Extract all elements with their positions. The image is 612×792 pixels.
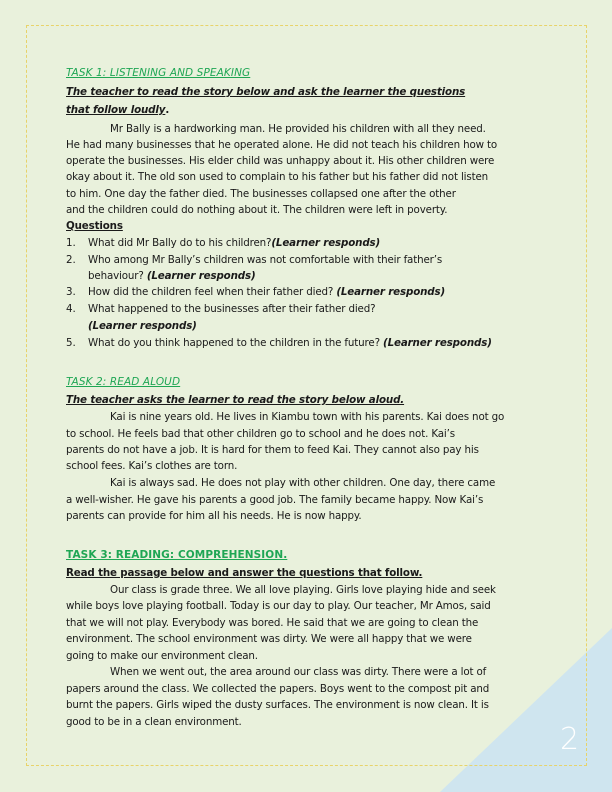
task1-story-line: He had many businesses that he operated alone. He did not teach his children how to <box>66 139 498 151</box>
task3-passage-line: papers around the class. We collected the papers. Boys went to the compost pit and <box>66 683 490 695</box>
task3-passage-line: When we went out, the area around our class was dirty. There were a lot of <box>110 666 487 678</box>
task1-instruction-period: . <box>165 104 170 116</box>
learner-responds: (Learner responds) <box>146 270 256 282</box>
question-number: 3. <box>66 286 76 298</box>
task1-story-line: Mr Bally is a hardworking man. He provided his children with all they need. <box>110 123 486 135</box>
task1-story-line: operate the businesses. His elder child was unhappy about it. His other children were <box>66 155 495 167</box>
task1-heading: TASK 1: LISTENING AND SPEAKING <box>66 67 251 79</box>
task2-story-line: Kai is always sad. He does not play with other children. One day, there came <box>110 477 496 489</box>
questions-label: Questions <box>66 220 123 232</box>
task3-passage-line: good to be in a clean environment. <box>66 716 242 728</box>
task2-story-line: a well-wisher. He gave his parents a good job. The family became happy. Now Kai’s <box>66 494 484 506</box>
task1-story-line: okay about it. The old son used to complain to his father but his father did not listen <box>66 171 489 183</box>
task2-instruction: The teacher asks the learner to read the story below aloud. <box>66 394 405 406</box>
task1-instruction-line2: that follow loudly <box>66 104 166 116</box>
question-text: How did the children feel when their father died? <box>88 286 337 298</box>
task3-passage-line: going to make our environment clean. <box>66 650 258 662</box>
question-3 <box>88 285 445 299</box>
task2-story-line: parents do not have a job. It is hard for them to feed Kai. They cannot also pay his <box>66 444 479 456</box>
task1-instruction-line2-wrap <box>66 103 169 117</box>
question-1 <box>88 236 380 250</box>
question-text: behaviour? <box>88 270 147 282</box>
question-5 <box>88 336 492 350</box>
task3-passage-line: that we will not play. Everybody was bored. He said that we are going to clean the <box>66 617 479 629</box>
learner-responds: (Learner responds) <box>383 337 492 349</box>
task2-story-line: Kai is nine years old. He lives in Kiambu town with his parents. Kai does not go <box>110 411 505 423</box>
task3-instruction: Read the passage below and answer the questions that follow. <box>66 567 423 579</box>
task3-passage-line: environment. The school environment was dirty. We were all happy that we were <box>66 633 472 645</box>
learner-responds: (Learner responds) <box>336 286 446 298</box>
question-4-text: What happened to the businesses after their father died? <box>88 303 376 315</box>
task3-heading: TASK 3: READING: COMPREHENSION. <box>66 549 288 561</box>
task3-passage-line: Our class is grade three. We all love playing. Girls love playing hide and seek <box>110 584 496 596</box>
task1-instruction-line1: The teacher to read the story below and ask the learner the questions <box>66 86 466 98</box>
task3-passage-line: while boys love playing football. Today is our day to play. Our teacher, Mr Amos, said <box>66 600 491 612</box>
question-number: 4. <box>66 303 76 315</box>
learner-responds: (Learner responds) <box>88 320 197 332</box>
question-number: 5. <box>66 337 76 349</box>
task2-story-line: school fees. Kai’s clothes are torn. <box>66 460 238 472</box>
question-number: 2. <box>66 254 76 266</box>
task1-story-line: and the children could do nothing about it. The children were left in poverty. <box>66 204 448 216</box>
question-2-cont <box>88 269 256 283</box>
question-number: 1. <box>66 237 76 249</box>
question-2-text: Who among Mr Bally’s children was not comfortable with their father’s <box>88 254 443 266</box>
task2-story-line: to school. He feels bad that other children go to school and he does not. Kai’s <box>66 428 455 440</box>
task1-story-line: to him. One day the father died. The businesses collapsed one after the other <box>66 188 456 200</box>
learner-responds: (Learner responds) <box>271 237 381 249</box>
task3-passage-line: burnt the papers. Girls wiped the dusty surfaces. The environment is now clean. It is <box>66 699 489 711</box>
page-number: 2 <box>560 722 580 757</box>
question-text: What do you think happened to the children in the future? <box>88 337 384 349</box>
task2-story-line: parents can provide for him all his needs. He is now happy. <box>66 510 362 522</box>
question-text: What did Mr Bally do to his children? <box>88 237 272 249</box>
task2-heading: TASK 2: READ ALOUD <box>66 376 181 388</box>
